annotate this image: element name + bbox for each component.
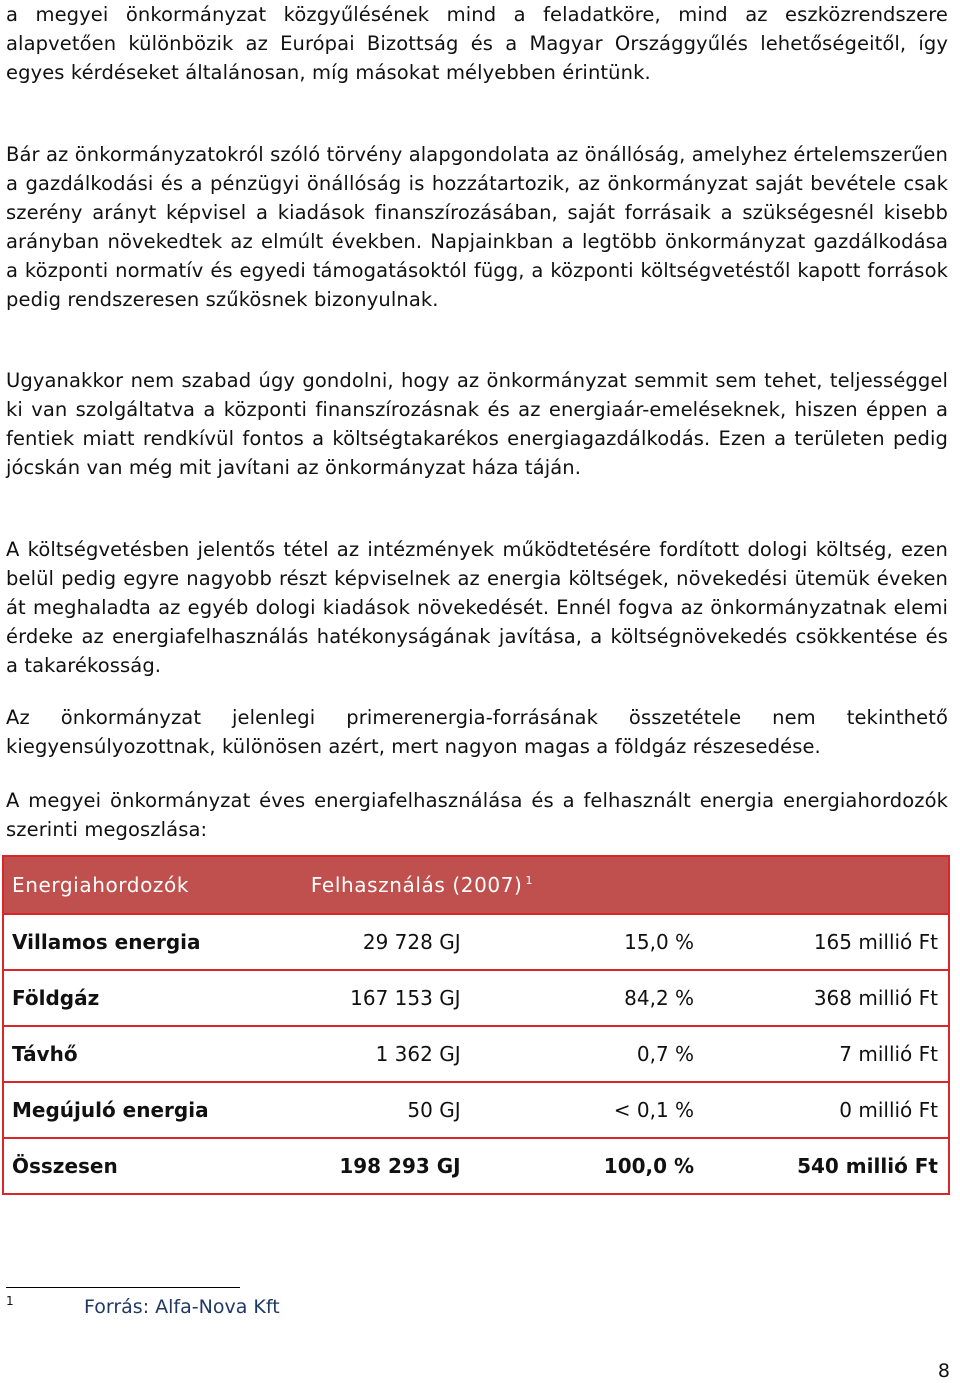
row-cost: 165 millió Ft bbox=[694, 914, 949, 970]
row-percent: 84,2 % bbox=[461, 970, 694, 1026]
energy-usage-table bbox=[2, 855, 950, 1195]
header-footnote-mark: 1 bbox=[525, 874, 534, 887]
table-row bbox=[3, 1026, 949, 1082]
footnote-text: Forrás: Alfa-Nova Kft bbox=[84, 1296, 280, 1318]
row-name: Villamos energia bbox=[3, 914, 311, 970]
row-gj: 50 GJ bbox=[311, 1082, 461, 1138]
table-row bbox=[3, 970, 949, 1026]
table-header-row bbox=[3, 856, 949, 914]
header-energy-carriers: Energiahordozók bbox=[3, 856, 311, 914]
footnote-mark: 1 bbox=[6, 1294, 14, 1308]
row-name: Megújuló energia bbox=[3, 1082, 311, 1138]
table-total-row bbox=[3, 1138, 949, 1194]
row-cost: 0 millió Ft bbox=[694, 1082, 949, 1138]
total-gj: 198 293 GJ bbox=[311, 1138, 461, 1194]
page-number: 8 bbox=[937, 1360, 950, 1382]
paragraph-primary-energy: Az önkormányzat jelenlegi primerenergia-forrásának összetétele nem tekinthető kiegyensúlyozottnak, különösen azért, mert nagyon magas a földgáz részesedése. bbox=[6, 706, 948, 758]
row-name: Földgáz bbox=[3, 970, 311, 1026]
table-row bbox=[3, 1082, 949, 1138]
row-cost: 368 millió Ft bbox=[694, 970, 949, 1026]
row-percent: 0,7 % bbox=[461, 1026, 694, 1082]
table-row bbox=[3, 914, 949, 970]
total-name: Összesen bbox=[3, 1138, 311, 1194]
row-name: Távhő bbox=[3, 1026, 311, 1082]
paragraph-energy-management: Ugyanakkor nem szabad úgy gondolni, hogy az önkormányzat semmit sem tehet, teljességgel ki van szolgáltatva a központi finanszírozásnak és az energiaár-emeléseknek, hiszen éppen a fentiek miatt rendkívül fontos a költségtakarékos energiagazdálkodás. Ezen a területen pedig jócskán van még mit javítani az önkormányzat háza táján. bbox=[6, 369, 948, 479]
footnote-separator bbox=[6, 1287, 240, 1288]
header-consumption: Felhasználás (2007) $^1$ bbox=[311, 856, 949, 914]
row-gj: 1 362 GJ bbox=[311, 1026, 461, 1082]
row-cost: 7 millió Ft bbox=[694, 1026, 949, 1082]
paragraph-budget: A költségvetésben jelentős tétel az intézmények működtetésére fordított dologi költség, ezen belül pedig egyre nagyobb részt képviselnek az energia költségek, növekedési ütemük éveken át meghaladta az egyéb dologi kiadások növekedését. Ennél fogva az önkormányzatnak elemi érdeke az energiafelhasználás hatékonyságának javítása, a költségnövekedés csökkentése és a takarékosság. bbox=[6, 538, 948, 677]
row-percent: 15,0 % bbox=[461, 914, 694, 970]
paragraph-intro: a megyei önkormányzat közgyűlésének mind a feladatköre, mind az eszközrendszere alapvetően különbözik az Európai Bizottság és a Magyar Országgyűlés lehetőségeitől, így egyes kérdéseket általánosan, míg másokat mélyebben érintünk. bbox=[6, 3, 948, 84]
total-percent: 100,0 % bbox=[461, 1138, 694, 1194]
paragraph-autonomy: Bár az önkormányzatokról szóló törvény alapgondolata az önállóság, amelyhez értelemszerűen a gazdálkodási és a pénzügyi önállóság is hozzátartozik, az önkormányzat saját bevétele csak szerény arányt képvisel a kiadások finanszírozásában, saját forrásaik a szükségesnél kisebb arányban növekedtek az elmúlt években. Napjainkban a legtöbb önkormányzat gazdálkodása a központi normatív és egyedi támogatásoktól függ, a központi költségvetéstől kapott források pedig rendszeresen szűkösnek bizonyulnak. bbox=[6, 143, 948, 311]
row-percent: < 0,1 % bbox=[461, 1082, 694, 1138]
total-cost: 540 millió Ft bbox=[694, 1138, 949, 1194]
row-gj: 29 728 GJ bbox=[311, 914, 461, 970]
row-gj: 167 153 GJ bbox=[311, 970, 461, 1026]
paragraph-table-intro: A megyei önkormányzat éves energiafelhasználása és a felhasznált energia energiahordozók szerinti megoszlása: bbox=[6, 789, 948, 841]
